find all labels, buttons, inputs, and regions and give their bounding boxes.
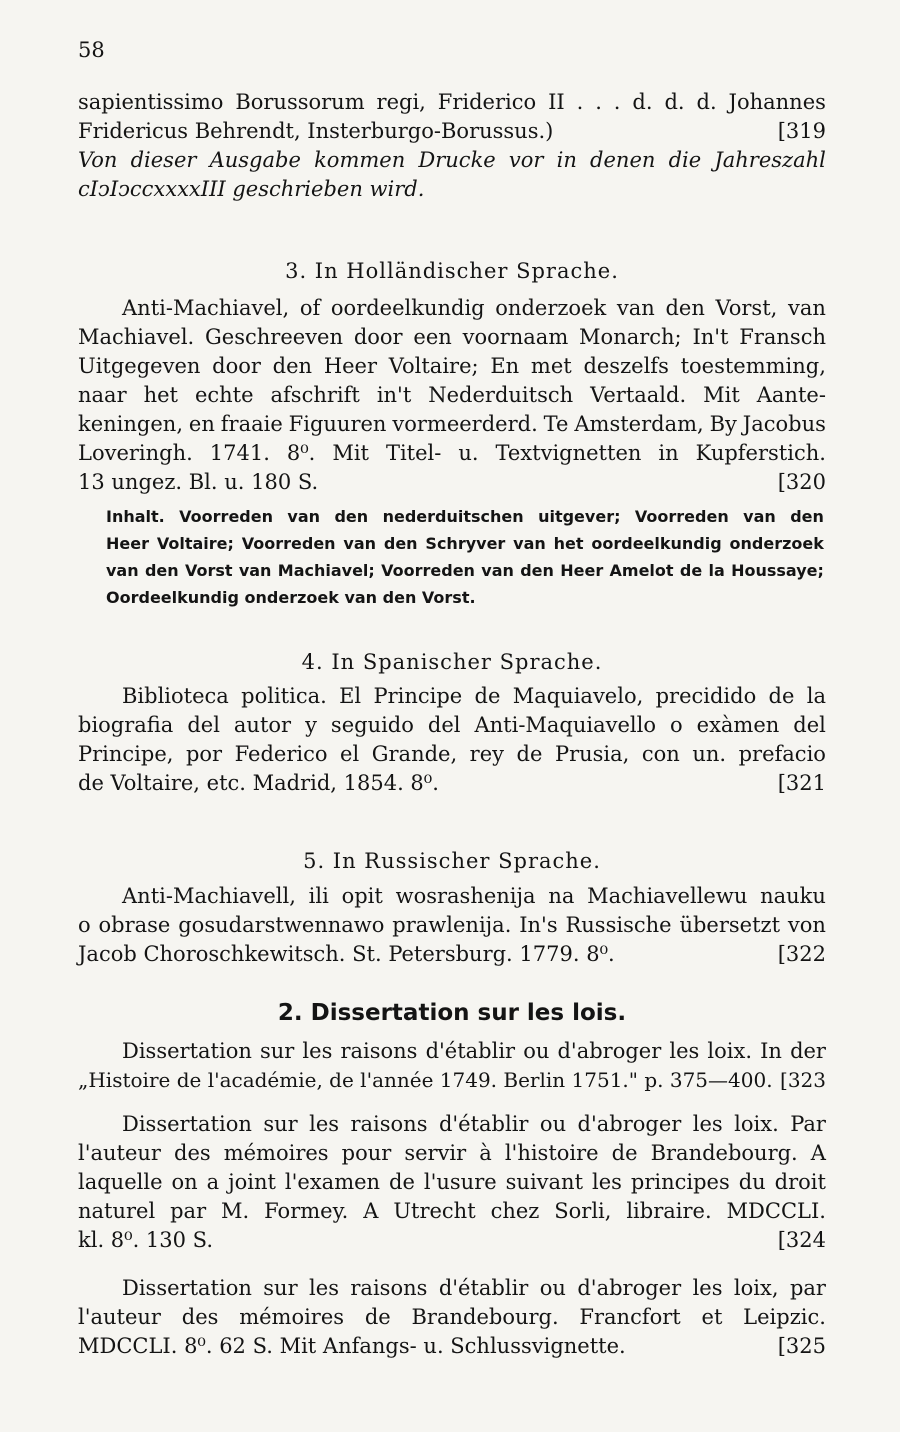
word: toestemming, (680, 354, 826, 378)
word: . (576, 90, 584, 114)
word: Dissertation (122, 1112, 252, 1136)
word: la (806, 684, 826, 708)
word: Anti-Machiavel, (122, 296, 290, 320)
text-line: „Histoire de l'académie, de l'année 1749. Berlin 1751." p. 375—400. [323 (78, 1066, 826, 1095)
word: Russische (565, 913, 672, 937)
word: precidido (655, 684, 757, 708)
word: politica. (241, 684, 327, 708)
word: o (78, 913, 91, 937)
word: oordeelkundig (330, 296, 485, 320)
word: la (708, 561, 725, 580)
word: von (787, 913, 826, 937)
text-line (78, 1139, 826, 1168)
word: principes (630, 1170, 730, 1194)
word: ou (539, 1276, 566, 1300)
word: Dissertation (122, 1039, 252, 1063)
word: autor (233, 713, 292, 737)
word: door (353, 325, 403, 349)
word: Amelot (609, 561, 674, 580)
text-line: Fridericus Behrendt, Insterburgo-Borussus.) [319 (78, 117, 826, 146)
word: 8⁰. (286, 441, 316, 465)
word: libraire. (626, 1199, 712, 1223)
word: Prusia, (554, 742, 630, 766)
word: d'établir (438, 1276, 529, 1300)
word: naar (78, 383, 127, 407)
word: des (174, 1141, 211, 1165)
word: les (592, 1170, 622, 1194)
word: den (383, 534, 418, 553)
word: Par (790, 1112, 826, 1136)
word: onderzoek (729, 534, 824, 553)
section-heading: 3. In Holländischer Sprache. (285, 259, 619, 283)
entry-number: [324 (777, 1228, 826, 1252)
text-line: MDCCLI. 8⁰. 62 S. Mit Anfangs- u. Schlussvignette. [325 (78, 1332, 826, 1361)
word: loix. (734, 1112, 779, 1136)
chapter-heading: 2. Dissertation sur les lois. (277, 1000, 627, 1026)
word: afschrift (270, 383, 360, 407)
text-line (78, 381, 826, 410)
word: met (530, 354, 572, 378)
word: y (305, 713, 317, 737)
word: M. (221, 1199, 250, 1223)
word: Ausgabe (209, 148, 301, 172)
word: raisons (350, 1112, 428, 1136)
word: El (339, 684, 362, 708)
word: Leipzic. (743, 1305, 826, 1329)
word: el (340, 742, 360, 766)
word: Amsterdam, (574, 412, 704, 436)
word: . (613, 90, 621, 114)
word: Utrecht (393, 1199, 476, 1223)
word: naturel (78, 1199, 156, 1223)
text-line: cIↄIↄccxxxxIII geschrieben wird. (78, 177, 425, 201)
word: fraaie (220, 412, 283, 436)
word: Von (78, 148, 118, 172)
text-line (78, 1110, 826, 1139)
word: Titel- (385, 441, 442, 465)
text-line (78, 711, 826, 740)
word: ou (523, 1039, 550, 1063)
word: des (181, 1305, 219, 1329)
word: Mit (703, 383, 740, 407)
text-line (78, 1037, 826, 1066)
word: Loveringh. (78, 441, 193, 465)
word: van (343, 534, 377, 553)
word: par (789, 1276, 826, 1300)
text-line (78, 1303, 826, 1332)
word: sur (259, 1039, 295, 1063)
word: les (302, 1039, 333, 1063)
text-line (78, 410, 826, 439)
word: dieser (130, 148, 197, 172)
word: ou (539, 1112, 567, 1136)
word: servir (404, 1141, 467, 1165)
text-line (78, 323, 826, 352)
text-line (78, 1197, 826, 1226)
word: à (479, 1141, 492, 1165)
word: Schryver (425, 534, 506, 553)
word: in't (376, 383, 412, 407)
word: por (185, 742, 223, 766)
word: de (768, 684, 795, 708)
word: 1741. (209, 441, 270, 465)
word: Heer (106, 534, 149, 553)
word: suivant (505, 1170, 584, 1194)
entry-number: [321 (777, 771, 826, 795)
word: d'abroger (557, 1039, 662, 1063)
word: II (548, 90, 565, 114)
word: Fransch (739, 325, 826, 349)
word: laquelle (78, 1170, 163, 1194)
word: Grande, (371, 742, 458, 766)
word: Textvignetten (495, 441, 642, 465)
word: d. (632, 90, 653, 114)
word: het (553, 534, 584, 553)
word: Kupferstich. (695, 441, 826, 465)
word: wosrashenija (395, 884, 536, 908)
word: Mit (332, 441, 369, 465)
word: les (692, 1112, 723, 1136)
text-line (78, 911, 826, 940)
word: del (793, 713, 826, 737)
word: Borussorum (235, 90, 365, 114)
word: het (143, 383, 178, 407)
word: l'usure (423, 1170, 497, 1194)
word: Dissertation (122, 1276, 252, 1300)
text-line (78, 294, 826, 323)
word: d. (696, 90, 717, 114)
word: Anti-Machiavell, (122, 884, 296, 908)
word: van (287, 507, 321, 526)
word: Houssaye; (731, 561, 824, 580)
word: les (692, 1276, 723, 1300)
word: Drucke (418, 148, 496, 172)
word: van (106, 561, 139, 580)
word: d'abroger (577, 1276, 682, 1300)
word: u. (458, 441, 479, 465)
text-line: de Voltaire, etc. Madrid, 1854. 8⁰. [321 (78, 769, 826, 798)
word: Jahreszahl (714, 148, 826, 172)
word: door (212, 354, 261, 378)
entry-325 (78, 1274, 826, 1361)
word: van (787, 296, 826, 320)
word: In's (519, 913, 558, 937)
word: nederduitschen (382, 507, 524, 526)
word: übersetzt (679, 913, 781, 937)
text-line (106, 557, 824, 584)
word: mémoires (223, 1141, 329, 1165)
word: seguido (330, 713, 414, 737)
word: regi, (376, 90, 426, 114)
word: den (144, 561, 179, 580)
entry-number: [325 (777, 1334, 826, 1358)
word: van (481, 561, 514, 580)
word: voornaam (462, 325, 569, 349)
word: Johannes (728, 90, 826, 114)
word: Jacobus (742, 412, 826, 436)
word: les (309, 1276, 339, 1300)
word: un. (692, 742, 727, 766)
text-line: 13 ungez. Bl. u. 180 S. [320 (78, 468, 826, 497)
word: Voorreden (179, 507, 273, 526)
word: du (738, 1170, 766, 1194)
word: l'auteur (78, 1141, 161, 1165)
text-line (78, 88, 826, 117)
word: Heer (560, 561, 604, 580)
entry-number: [322 (777, 942, 826, 966)
word: MDCCLI. (726, 1199, 826, 1223)
word: In't (692, 325, 729, 349)
text-line (78, 740, 826, 769)
word: vor (508, 148, 544, 172)
word: Maquiavelo, (512, 684, 644, 708)
word: of (299, 296, 321, 320)
word: Francfort (579, 1305, 681, 1329)
word: Biblioteca (122, 684, 229, 708)
entry-324 (78, 1110, 826, 1255)
word: van (238, 561, 272, 580)
word: denen (590, 148, 656, 172)
word: Voorreden (241, 534, 336, 553)
word: d'établir (438, 1112, 529, 1136)
text-line (78, 1168, 826, 1197)
text-line (78, 352, 826, 381)
word: Sorli, (554, 1199, 612, 1223)
word: gosudarstwennawo (178, 913, 385, 937)
word: den (272, 354, 313, 378)
word: den (334, 507, 369, 526)
word: Voorreden (634, 507, 729, 526)
word: keningen, (78, 412, 183, 436)
word: Principe, (78, 742, 174, 766)
section-heading: 4. In Spanischer Sprache. (301, 650, 603, 674)
word: de (364, 1305, 391, 1329)
text-line (106, 503, 824, 530)
word: l'auteur (78, 1305, 161, 1329)
word: loix. (707, 1039, 753, 1063)
word: de (679, 561, 703, 580)
entry-322 (78, 882, 826, 969)
page-number: 58 (78, 38, 105, 62)
word: rey (469, 742, 505, 766)
word: Vertaald. (590, 383, 687, 407)
word: del (427, 713, 461, 737)
entry-number: [323 (780, 1068, 826, 1092)
word: les (669, 1039, 700, 1063)
text-line: kl. 8⁰. 130 S. [324 (78, 1226, 826, 1255)
word: obrase (98, 913, 171, 937)
word: d'abroger (577, 1112, 682, 1136)
word: . (595, 90, 602, 114)
word: loix, (733, 1276, 779, 1300)
word: Anti-Maquiavello (474, 713, 657, 737)
word: Voltaire; (156, 534, 234, 553)
word: Nederduitsch (428, 383, 574, 407)
word: Friderico (437, 90, 537, 114)
word: van (743, 507, 776, 526)
word: Uitgegeven (78, 354, 201, 378)
entry-321 (78, 682, 826, 798)
word: na (548, 884, 575, 908)
word: Brandebourg. (411, 1305, 559, 1329)
word: By (709, 412, 737, 436)
word: Figuuren (288, 412, 387, 436)
word: die (668, 148, 702, 172)
word: raisons (350, 1276, 428, 1300)
text-line (78, 146, 826, 175)
word: mémoires (239, 1305, 345, 1329)
word: joint (228, 1170, 276, 1194)
word: de (611, 1141, 638, 1165)
word: et (701, 1305, 723, 1329)
entry-number: [320 (777, 470, 826, 494)
section-heading: 5. In Russischer Sprache. (303, 849, 601, 873)
word: In (760, 1039, 782, 1063)
word: Voltaire; (388, 354, 479, 378)
word: A (363, 1199, 379, 1223)
word: opit (341, 884, 383, 908)
word: den (520, 561, 554, 580)
word: pour (341, 1141, 392, 1165)
entry-323 (78, 1037, 826, 1095)
text-line (78, 682, 826, 711)
word: d'établir (425, 1039, 516, 1063)
word: Voorreden (381, 561, 475, 580)
word: Heer (323, 354, 378, 378)
word: een (413, 325, 452, 349)
word: Geschreeven (205, 325, 344, 349)
word: con (641, 742, 680, 766)
text-line (78, 439, 826, 468)
word: a (206, 1170, 220, 1194)
word: deszelfs (583, 354, 669, 378)
word: Machiavellewu (587, 884, 748, 908)
word: de (516, 742, 543, 766)
word: Monarch; (579, 325, 682, 349)
word: prawlenija. (392, 913, 512, 937)
inhalt-note (106, 503, 824, 611)
word: prefacio (738, 742, 826, 766)
word: chez (490, 1199, 540, 1223)
word: echte (194, 383, 254, 407)
word: o (670, 713, 683, 737)
word: Formey. (264, 1199, 349, 1223)
text-line (78, 1274, 826, 1303)
word: vormeerderd. (392, 412, 538, 436)
word: Te (543, 412, 569, 436)
word: sur (263, 1276, 298, 1300)
word: Brandebourg. (650, 1141, 798, 1165)
word: den (790, 507, 824, 526)
word: in (556, 148, 577, 172)
text-line: Oordeelkundig onderzoek van den Vorst. (106, 588, 476, 607)
word: A (810, 1141, 826, 1165)
word: droit (774, 1170, 826, 1194)
word: raisons (340, 1039, 418, 1063)
word: l'histoire (504, 1141, 599, 1165)
word: van (513, 534, 546, 553)
word: Federico (234, 742, 328, 766)
word: biografia (78, 713, 174, 737)
word: exàmen (696, 713, 780, 737)
text-line: Jacob Choroschkewitsch. St. Petersburg. 1779. 8⁰. [322 (78, 940, 826, 969)
text-line (106, 530, 824, 557)
entry-320 (78, 294, 826, 497)
word: der (790, 1039, 826, 1063)
word: onderzoek (495, 296, 607, 320)
word: En (490, 354, 520, 378)
word: del (187, 713, 220, 737)
word: d. (664, 90, 685, 114)
word: in (658, 441, 679, 465)
word: uitgever; (538, 507, 621, 526)
word: ili (308, 884, 329, 908)
word: par (170, 1199, 207, 1223)
intro-paragraph (78, 88, 826, 204)
word: en (188, 412, 215, 436)
word: Vorst, (715, 296, 778, 320)
word: Aante- (756, 383, 826, 407)
word: Machiavel. (78, 325, 195, 349)
word: den (665, 296, 705, 320)
word: kommen (314, 148, 406, 172)
word: Inhalt. (106, 507, 165, 526)
word: Machiavel; (277, 561, 375, 580)
text-line (78, 882, 826, 911)
word: oordeelkundig (591, 534, 722, 553)
word: l'examen (284, 1170, 381, 1194)
word: les (309, 1112, 340, 1136)
word: sur (263, 1112, 298, 1136)
word: Vorst (184, 561, 233, 580)
word: Principe (373, 684, 463, 708)
word: sapientissimo (78, 90, 224, 114)
word: on (171, 1170, 198, 1194)
word: van (616, 296, 655, 320)
word: nauku (760, 884, 826, 908)
word: de (474, 684, 501, 708)
entry-number: [319 (777, 119, 826, 143)
word: de (389, 1170, 415, 1194)
